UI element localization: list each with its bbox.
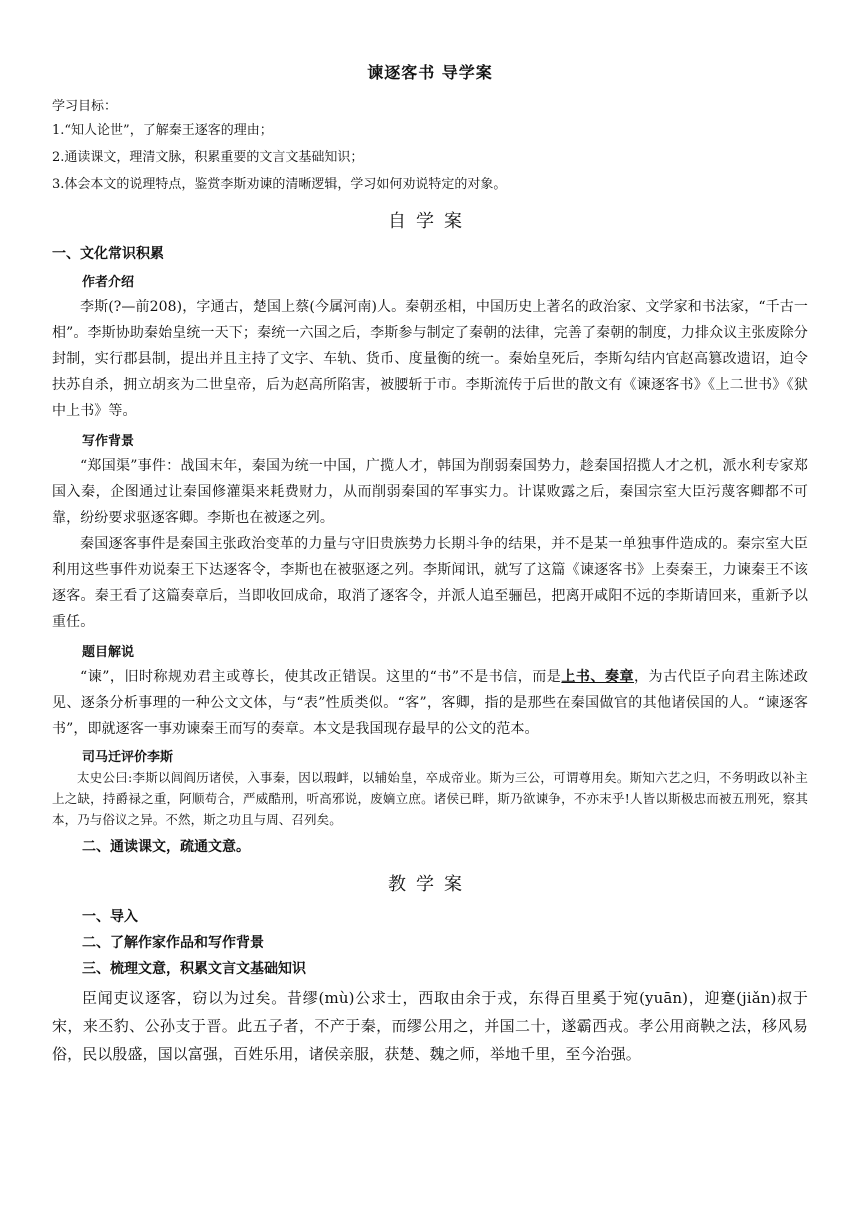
teaching-item-1: 一、导入 <box>82 909 138 925</box>
goal-item-2: 2.通读课文，理清文脉，积累重要的文言文基础知识； <box>52 150 364 165</box>
background-paragraph-2: 秦国逐客事件是秦国主张政治变革的力量与守旧贵族势力长期斗争的结果，并不是某一单独事件造成的。秦宗室大臣利用这些事件劝说秦王下达逐客令，李斯也在被驱逐之列。李斯闻讯，就写了这篇《谏逐客书》上奏秦王，力谏秦王不该逐客。秦王看了这篇奏章后，当即收回成命，取消了逐客令，并派人追至骊邑，把离开咸阳不远的李斯请回来，重新予以重任。 <box>52 536 808 630</box>
goals-label: 学习目标： <box>52 99 118 114</box>
title-explain-title: 题目解说 <box>82 645 135 660</box>
goal-item-1: 1.“知人论世”，了解秦王逐客的理由； <box>52 123 273 138</box>
doc-title: 谏逐客书 导学案 <box>367 63 493 82</box>
title-explain-text-b: ，为古代臣子向君主陈述政见、逐条分析事理的一种公文文体，与“表”性质类似。“客”，客卿，指的是那些在秦国做官的其他诸侯国的人。“谏逐客书”，即就逐客一事劝谏秦王而写的奏章。本文是我国现存最早的公文的范本。 <box>52 669 808 737</box>
self-study-heading: 自学案 <box>388 211 472 232</box>
author-text: 李斯(?—前208)，字通古，楚国上蔡(今属河南)人。秦朝丞相，中国历史上著名的政治家、文学家和书法家，“千古一相”。李斯协助秦始皇统一天下；秦统一六国之后，李斯参与制定了秦朝的法律，完善了秦朝的制度，力排众议主张废除分封制，实行郡县制，提出并且主持了文字、车轨、货币、度量衡的统一。秦始皇死后，李斯勾结内官赵高篡改遗诏，迫令扶苏自杀，拥立胡亥为二世皇帝，后为赵高所陷害，被腰斩于市。李斯流传于后世的散文有《谏逐客书》《上二世书》《狱中上书》等。 <box>52 299 808 419</box>
teaching-item-2: 二、了解作家作品和写作背景 <box>82 935 264 951</box>
background-title: 写作背景 <box>82 434 135 449</box>
title-explain-text-a: “谏”，旧时称规劝君主或尊长，使其改正错误。这里的“书”不是书信，而是 <box>80 669 562 685</box>
teaching-heading: 教学案 <box>388 874 472 895</box>
underlined-term: 上书、奏章 <box>561 669 635 685</box>
part1-title: 一、文化常识积累 <box>52 246 164 262</box>
title-explain-text <box>52 664 808 742</box>
part2-title: 二、通读课文，疏通文意。 <box>82 839 250 855</box>
author-title: 作者介绍 <box>82 275 135 290</box>
sima-title: 司马迁评价李斯 <box>82 750 174 765</box>
teaching-item-3: 三、梳理文意，积累文言文基础知识 <box>82 961 306 977</box>
sima-text: 太史公曰:李斯以闾阎历诸侯，入事秦，因以瑕衅，以辅始皇，卒成帝业。斯为三公，可谓尊用矣。斯知六艺之归，不务明政以补主上之缺，持爵禄之重，阿顺苟合，严威酷刑，听高邪说，废嫡立庶。诸侯已畔，斯乃欲谏争，不亦末乎!人皆以斯极忠而被五刑死，察其本，乃与俗议之异。不然，斯之功且与周、召列矣。 <box>52 770 808 827</box>
background-paragraph-1: “郑国渠”事件：战国末年，秦国为统一中国，广揽人才，韩国为削弱秦国势力，趁秦国招揽人才之机，派水利专家郑国入秦，企图通过让秦国修灌渠来耗费财力，从而削弱秦国的军事实力。计谋败露之后，秦国宗室大臣污蔑客卿都不可靠，纷纷要求驱逐客卿。李斯也在被逐之列。 <box>52 458 808 526</box>
classical-text: 臣闻吏议逐客，窃以为过矣。昔缪(mù)公求士，西取由余于戎，东得百里奚于宛(yuān)，迎蹇(jiǎn)叔于宋，来丕豹、公孙支于晋。此五子者，不产于秦，而缪公用之，并国二十，遂霸西戎。孝公用商鞅之法，移风易俗，民以殷盛，国以富强，百姓乐用，诸侯亲服，获楚、魏之师，举地千里，至今治强。 <box>52 989 808 1063</box>
goal-item-3: 3.体会本文的说理特点，鉴赏李斯劝谏的清晰逻辑，学习如何劝说特定的对象。 <box>52 177 507 192</box>
document-page <box>52 60 808 1068</box>
